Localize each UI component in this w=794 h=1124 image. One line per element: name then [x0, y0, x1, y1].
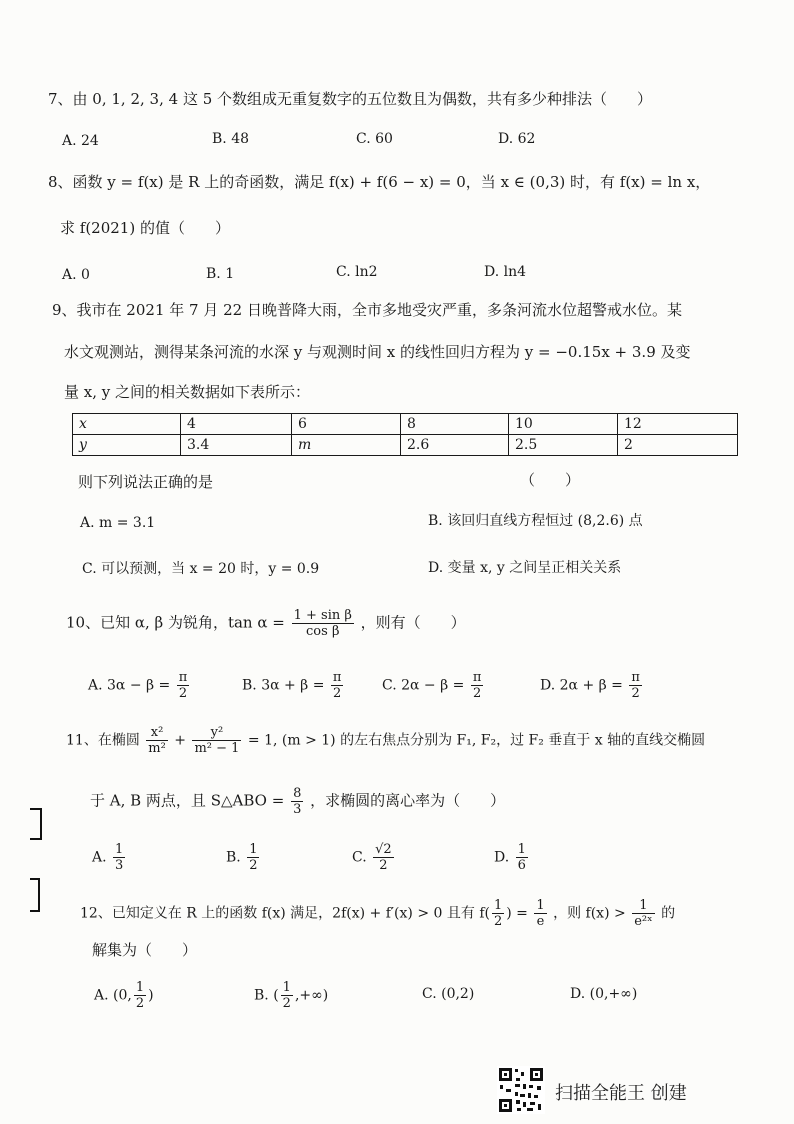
q9-option-a: A. m = 3.1 [80, 515, 156, 531]
table-cell: x [73, 414, 181, 435]
q11-area-fraction [291, 786, 303, 817]
option-fraction [471, 670, 484, 701]
fraction-numerator: 1 + sin β [293, 608, 352, 623]
q12-fraction-half [492, 898, 504, 929]
table-cell: 2.6 [401, 435, 509, 456]
q11-option-b [226, 842, 261, 873]
option-fraction [373, 842, 394, 873]
fraction-numerator: 1 [536, 898, 545, 913]
q9-stem-line1: 9、我市在 2021 年 7 月 22 日晚普降大雨，全市多地受灾严重，多条河流水位超警戒水位。某 [52, 301, 682, 319]
table-cell: 3.4 [181, 435, 292, 456]
q12-option-c: C. (0,2) [422, 986, 475, 1002]
fraction-denominator: 2 [472, 686, 482, 701]
q10-option-d [540, 670, 644, 701]
fraction-denominator: 2 [249, 858, 258, 873]
q8-stem-line2: 求 f(2021) 的值（ ） [60, 219, 230, 237]
fraction-denominator: 2 [333, 686, 342, 701]
table-cell: 10 [509, 414, 618, 435]
stem-text: = 1, (m > 1) 的左右焦点分别为 F₁, F₂，过 F₂ 垂直于 x 轴的直线交椭圆 [247, 732, 706, 749]
stem-text: ，求椭圆的离心率为（ ） [310, 791, 506, 810]
option-text: C. [352, 849, 367, 866]
q8-stem-line1: 8、函数 y = f(x) 是 R 上的奇函数，满足 f(x) + f(6 − x) = 0，当 x ∈ (0,3) 时，有 f(x) = ln x， [48, 173, 711, 191]
q9-option-d: D. 变量 x, y 之间呈正相关关系 [428, 560, 622, 576]
fraction-numerator: 1 [517, 842, 526, 857]
fraction-numerator: π [178, 670, 188, 685]
q7-stem: 7、由 0, 1, 2, 3, 4 这 5 个数组成无重复数字的五位数且为偶数，共有多少种排法（ ） [48, 90, 653, 108]
table-row-y [73, 435, 738, 456]
fraction-denominator: e²ˣ [634, 914, 653, 929]
q12-option-b [254, 980, 328, 1011]
option-fraction [331, 670, 344, 701]
fraction-numerator: x² [146, 725, 168, 741]
q12-fraction-exp [632, 898, 654, 929]
q7-option-b: B. 48 [212, 131, 250, 147]
qr-code-icon [497, 1066, 545, 1114]
fraction-numerator: π [631, 670, 640, 685]
stem-text: 11、在椭圆 [66, 732, 140, 749]
fraction-numerator: 1 [115, 842, 124, 857]
fraction-denominator: 2 [282, 996, 291, 1011]
q7-option-c: C. 60 [356, 131, 393, 147]
option-text: A. [92, 849, 107, 866]
table-cell: 4 [181, 414, 292, 435]
q8-option-c: C. ln2 [336, 264, 378, 280]
q10-stem [66, 608, 466, 639]
option-text: A. (0, [94, 987, 132, 1004]
stem-text: 12、已知定义在 R 上的函数 f(x) 满足，2f(x) + f′(x) > 0 且有 f( [80, 905, 490, 922]
stem-text: ，则 f(x) > [553, 905, 626, 922]
q8-option-a: A. 0 [62, 267, 90, 283]
q9-stem-line2: 水文观测站，测得某条河流的水深 y 与观测时间 x 的线性回归方程为 y = −0.15x + 3.9 及变 [64, 343, 691, 361]
q12-stem-line2: 解集为（ ） [92, 941, 198, 959]
q8-option-b: B. 1 [206, 266, 235, 282]
table-cell: 2.5 [509, 435, 618, 456]
fraction-denominator: 2 [631, 686, 640, 701]
option-fraction [134, 980, 146, 1011]
fraction-numerator: 1 [632, 898, 654, 914]
table-row-x [73, 414, 738, 435]
option-text: A. 3α − β = [88, 677, 171, 694]
fraction-denominator: 3 [293, 802, 302, 817]
fraction-denominator: m² − 1 [194, 741, 240, 756]
option-fraction [177, 670, 190, 701]
q9-data-table [72, 413, 738, 456]
fraction-numerator: π [332, 670, 342, 685]
fraction-numerator: √2 [375, 842, 392, 857]
fraction-numerator: 1 [282, 980, 291, 995]
q10-stem-pre: 10、已知 α, β 为锐角，tan α = [66, 613, 285, 632]
q12-option-a [94, 980, 154, 1011]
table-cell: 6 [292, 414, 401, 435]
q12-stem-line1 [80, 898, 675, 929]
fraction-numerator: 8 [293, 786, 302, 801]
q10-fraction [292, 608, 354, 639]
fraction-denominator: 2 [135, 996, 145, 1011]
margin-bracket-mark [30, 878, 40, 912]
fraction-numerator: 1 [249, 842, 258, 857]
fraction-denominator: 3 [115, 858, 124, 873]
option-fraction [281, 980, 293, 1011]
stem-text: 于 A, B 两点，且 S△ABO = [90, 791, 285, 810]
q10-option-a [88, 670, 191, 701]
q11-option-c [352, 842, 396, 873]
option-text: D. 2α + β = [540, 677, 623, 694]
fraction-denominator: 2 [493, 914, 503, 929]
q9-answer-paren: （ ） [520, 471, 581, 489]
q7-option-a: A. 24 [62, 133, 99, 149]
table-cell: m [292, 435, 401, 456]
table-cell: 8 [401, 414, 509, 435]
q9-option-b: B. 该回归直线方程恒过 (8,2.6) 点 [428, 513, 643, 529]
fraction-denominator: e [536, 914, 545, 929]
option-fraction [247, 842, 259, 873]
option-fraction [516, 842, 528, 873]
option-text: D. [494, 849, 510, 866]
option-text: B. [226, 849, 241, 866]
stem-text: ) = [506, 905, 528, 922]
fraction-denominator: m² [148, 741, 166, 756]
q11-fraction-x [146, 725, 168, 756]
q12-option-d: D. (0,+∞) [570, 986, 638, 1002]
q10-stem-post: ，则有（ ） [360, 613, 466, 632]
q11-option-a [92, 842, 127, 873]
q11-stem-line1 [66, 725, 705, 756]
fraction-numerator: 1 [493, 898, 503, 913]
option-text: C. 2α − β = [382, 677, 465, 694]
option-text: ) [148, 987, 154, 1004]
fraction-numerator: 1 [135, 980, 145, 995]
q12-fraction-inv-e [534, 898, 546, 929]
fraction-denominator: 6 [517, 858, 526, 873]
option-fraction [629, 670, 642, 701]
table-cell: 12 [618, 414, 738, 435]
stem-text: 的 [661, 905, 676, 922]
q11-fraction-y [192, 725, 241, 756]
q10-option-c [382, 670, 485, 701]
scanner-watermark: 扫描全能王 创建 [555, 1083, 687, 1104]
option-text: ,+∞) [294, 987, 329, 1004]
q11-option-d [494, 842, 530, 873]
option-text: B. ( [254, 987, 279, 1004]
fraction-numerator: y² [192, 725, 241, 741]
table-cell: y [73, 435, 181, 456]
margin-bracket-mark [30, 808, 42, 840]
option-text: B. 3α + β = [242, 677, 325, 694]
plus-sign: + [174, 732, 187, 749]
q11-stem-line2 [90, 786, 505, 817]
q9-option-c: C. 可以预测，当 x = 20 时，y = 0.9 [82, 561, 320, 577]
q9-stem-line3: 量 x, y 之间的相关数据如下表所示： [64, 383, 311, 401]
q9-question: 则下列说法正确的是 [78, 473, 214, 491]
fraction-numerator: π [472, 670, 482, 685]
fraction-denominator: 2 [178, 686, 188, 701]
q8-option-d: D. ln4 [484, 264, 527, 280]
fraction-denominator: cos β [306, 624, 340, 639]
q10-option-b [242, 670, 345, 701]
option-fraction [113, 842, 125, 873]
q7-option-d: D. 62 [498, 131, 536, 147]
table-cell: 2 [618, 435, 738, 456]
fraction-denominator: 2 [379, 858, 388, 873]
